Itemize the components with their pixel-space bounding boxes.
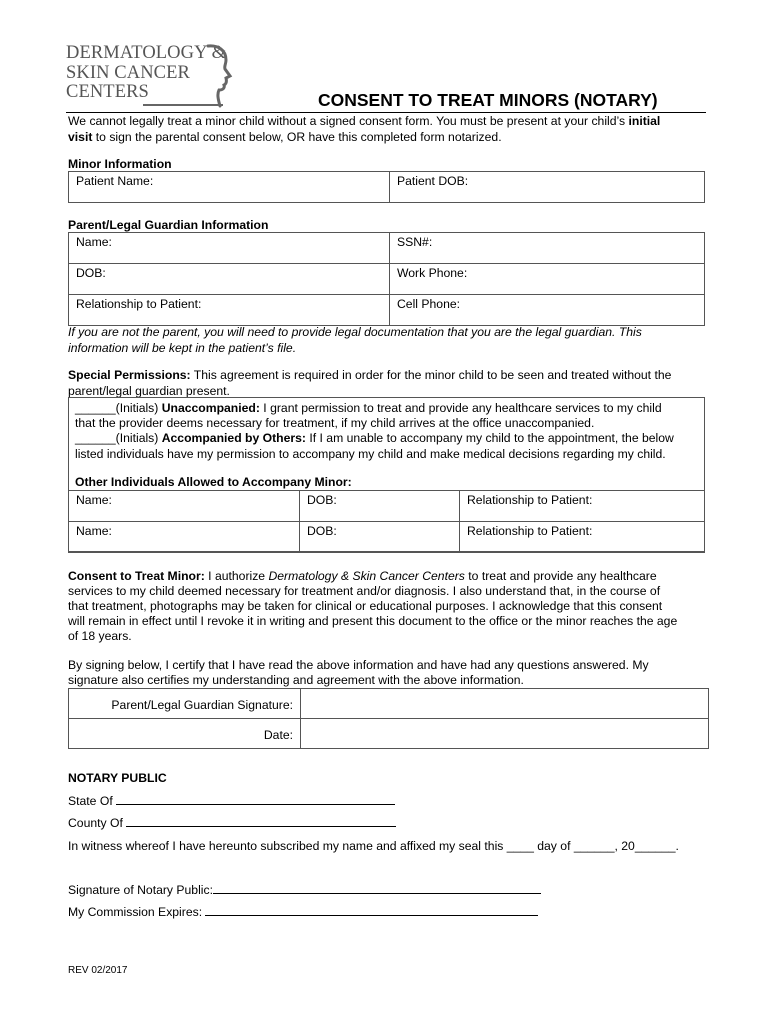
certify-paragraph bbox=[68, 658, 704, 688]
individual-2-dob-label: DOB: bbox=[307, 524, 337, 538]
accompanied-text-1: If I am unable to accompany my child to the appointment, the below bbox=[305, 431, 674, 446]
special-text-1: This agreement is required in order for the minor child to be seen and treated without the bbox=[190, 368, 672, 382]
accompanied-label: Accompanied by Others: bbox=[161, 431, 306, 446]
title-divider bbox=[66, 112, 706, 113]
guardian-relationship-label: Relationship to Patient: bbox=[76, 297, 202, 311]
face-profile-icon bbox=[204, 44, 234, 108]
logo-line-3: CENTERS bbox=[66, 82, 149, 102]
notary-witness-line: In witness whereof I have hereunto subscribed my name and affixed my seal this ____ day of ______, 20______. bbox=[68, 839, 679, 853]
individual-2-name-label: Name: bbox=[76, 524, 112, 538]
consent-line-2: services to my child deemed necessary for treatment and/or diagnosis. I also understand that, in the course of bbox=[68, 584, 661, 599]
notary-heading: NOTARY PUBLIC bbox=[68, 771, 167, 785]
individual-1-name-label: Name: bbox=[76, 493, 112, 507]
commission-label: My Commission Expires: bbox=[68, 905, 203, 919]
notary-signature-field[interactable] bbox=[213, 883, 541, 894]
intro-bold-initial: initial bbox=[628, 114, 661, 128]
notary-signature-row bbox=[68, 883, 541, 897]
unaccompanied-text-1: I grant permission to treat and provide any healthcare services to my child bbox=[259, 401, 662, 415]
notary-state-row bbox=[68, 794, 395, 808]
accompanied-initials-field[interactable]: ______(Initials) bbox=[75, 431, 162, 446]
commission-row bbox=[68, 905, 538, 919]
guardian-info-table bbox=[68, 232, 705, 326]
commission-field[interactable] bbox=[205, 905, 538, 916]
guardian-signature-field[interactable] bbox=[301, 689, 709, 719]
county-label: County Of bbox=[68, 816, 123, 830]
patient-name-label: Patient Name: bbox=[76, 174, 154, 188]
individual-1-relationship-field[interactable] bbox=[460, 491, 705, 522]
special-permissions-label: Special Permissions: bbox=[68, 368, 191, 382]
unaccompanied-permission bbox=[75, 401, 700, 462]
consent-label: Consent to Treat Minor: bbox=[68, 569, 205, 583]
logo-line-2: SKIN CANCER bbox=[66, 62, 190, 83]
state-label: State Of bbox=[68, 794, 113, 808]
individual-2-name-field[interactable] bbox=[69, 522, 300, 553]
guardian-relationship-field[interactable] bbox=[69, 295, 390, 326]
legal-guardian-note bbox=[68, 325, 704, 356]
patient-name-field[interactable] bbox=[69, 172, 390, 203]
county-field[interactable] bbox=[126, 816, 396, 827]
unaccompanied-label: Unaccompanied: bbox=[161, 401, 260, 415]
minor-info-table bbox=[68, 171, 705, 203]
legal-note-line-1: If you are not the parent, you will need to provide legal documentation that you are the legal guardian. This bbox=[68, 325, 642, 339]
signature-table bbox=[68, 688, 709, 749]
guardian-name-label: Name: bbox=[76, 235, 112, 249]
individual-2-dob-field[interactable] bbox=[300, 522, 460, 553]
consent-line-5: of 18 years. bbox=[68, 629, 132, 644]
certify-line-2: signature also certifies my understanding and agreement with the above information. bbox=[68, 673, 524, 688]
individual-2-relationship-field[interactable] bbox=[460, 522, 705, 553]
consent-text-1-end: to treat and provide any healthcare bbox=[464, 569, 657, 583]
signature-label: Parent/Legal Guardian Signature: bbox=[111, 697, 293, 712]
individual-1-name-field[interactable] bbox=[69, 491, 300, 522]
guardian-work-phone-label: Work Phone: bbox=[397, 266, 468, 280]
special-permissions-paragraph bbox=[68, 368, 704, 399]
notary-signature-label: Signature of Notary Public: bbox=[68, 883, 213, 897]
guardian-cell-phone-label: Cell Phone: bbox=[397, 297, 461, 311]
legal-note-line-2: information will be kept in the patient’s file. bbox=[68, 340, 297, 355]
intro-bold-visit: visit bbox=[68, 129, 93, 144]
guardian-ssn-label: SSN#: bbox=[397, 235, 433, 249]
individual-1-dob-label: DOB: bbox=[307, 493, 337, 507]
state-field[interactable] bbox=[116, 794, 395, 805]
signature-label-cell bbox=[69, 689, 301, 719]
guardian-name-field[interactable] bbox=[69, 233, 390, 264]
patient-dob-field[interactable] bbox=[390, 172, 705, 203]
signature-date-field[interactable] bbox=[301, 719, 709, 749]
other-individuals-heading: Other Individuals Allowed to Accompany Minor: bbox=[75, 475, 352, 489]
guardian-work-phone-field[interactable] bbox=[390, 264, 705, 295]
accompanied-text-2: listed individuals have my permission to accompany my child and make medical decisions regarding my child. bbox=[75, 446, 666, 461]
consent-company-name: Dermatology & Skin Cancer Centers bbox=[268, 569, 465, 583]
consent-text-1: I authorize bbox=[204, 569, 269, 583]
guardian-dob-field[interactable] bbox=[69, 264, 390, 295]
consent-line-4: will remain in effect until I revoke it in writing and present this document to the office or the minor reaches the age bbox=[68, 614, 678, 629]
page-title: CONSENT TO TREAT MINORS (NOTARY) bbox=[318, 90, 658, 110]
individual-1-dob-field[interactable] bbox=[300, 491, 460, 522]
other-individuals-table bbox=[68, 490, 705, 553]
date-label: Date: bbox=[263, 727, 293, 742]
individual-1-relationship-label: Relationship to Patient: bbox=[467, 493, 593, 507]
logo-underline bbox=[143, 104, 223, 106]
unaccompanied-initials-field[interactable]: ______(Initials) bbox=[75, 401, 162, 415]
intro-text-2: to sign the parental consent below, OR have this completed form notarized. bbox=[92, 129, 502, 144]
guardian-info-heading: Parent/Legal Guardian Information bbox=[68, 218, 269, 232]
guardian-cell-phone-field[interactable] bbox=[390, 295, 705, 326]
logo-line-1: DERMATOLOGY & bbox=[66, 43, 227, 63]
unaccompanied-text-2: that the provider deems necessary for treatment, if my child arrives at the office unaccompanied. bbox=[75, 416, 595, 431]
revision-footer: REV 02/2017 bbox=[68, 965, 128, 976]
guardian-dob-label: DOB: bbox=[76, 266, 106, 280]
special-text-2: parent/legal guardian present. bbox=[68, 383, 230, 398]
date-label-cell bbox=[69, 719, 301, 749]
notary-county-row bbox=[68, 816, 396, 830]
minor-info-heading: Minor Information bbox=[68, 157, 172, 171]
intro-text-1: We cannot legally treat a minor child without a signed consent form. You must be present at your child’s bbox=[68, 114, 629, 128]
guardian-ssn-field[interactable] bbox=[390, 233, 705, 264]
consent-paragraph bbox=[68, 569, 704, 644]
individual-2-relationship-label: Relationship to Patient: bbox=[467, 524, 593, 538]
certify-line-1: By signing below, I certify that I have read the above information and have had any questions answered. My bbox=[68, 658, 649, 672]
patient-dob-label: Patient DOB: bbox=[397, 174, 469, 188]
consent-line-3: that treatment, photographs may be taken for clinical or educational purposes. I acknowledge that this consent bbox=[68, 599, 663, 614]
intro-paragraph bbox=[68, 114, 704, 145]
company-logo bbox=[66, 44, 236, 110]
